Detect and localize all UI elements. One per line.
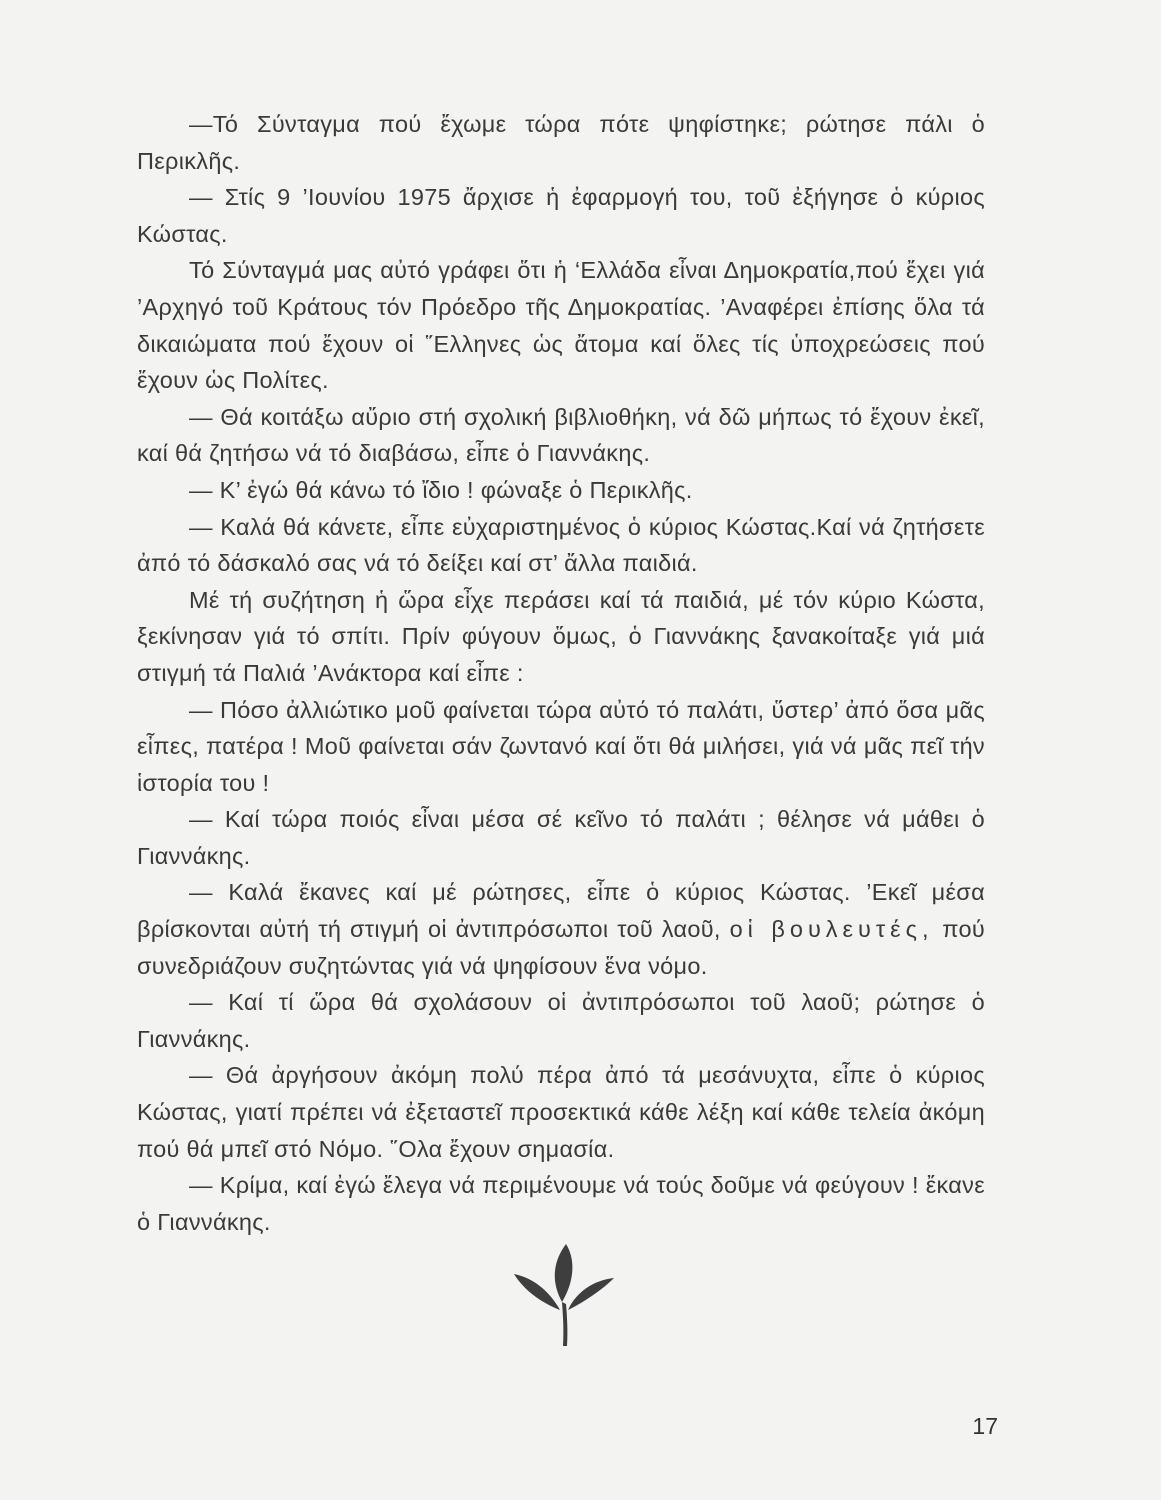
page-body <box>137 106 985 1240</box>
paragraph: Τό Σύνταγμά μας αὐτό γράφει ὅτι ἡ ‘Ελλάδα εἶναι Δημοκρατία,πού ἔχει γιά ’Αρχηγό τοῦ Κράτους τόν Πρόεδρο τῆς Δημοκρατίας. ’Αναφέρει ἐπίσης ὅλα τά δικαιώματα πού ἔχουν οἱ ῞Ελληνες ὡς ἄτομα καί ὅλες τίς ὑποχρεώσεις πού ἔχουν ὡς Πολίτες. <box>137 257 985 394</box>
paragraph: — Καλά θά κάνετε, εἶπε εὐχαριστημένος ὁ κύριος Κώστας.Καί νά ζητήσετε ἀπό τό δάσκαλό σας νά τό δείξει καί στ’ ἄλλα παιδιά. <box>137 513 985 577</box>
paragraph: — Πόσο ἀλλιώτικο μοῦ φαίνεται τώρα αὐτό τό παλάτι, ὕστερ’ ἀπό ὅσα μᾶς εἶπες, πατέρα ! Μοῦ φαίνεται σάν ζωντανό καί ὅτι θά μιλήσει, γιά νά μᾶς πεῖ τήν ἱστορία του ! <box>137 696 985 796</box>
paragraph: — Θά ἀργήσουν ἀκόμη πολύ πέρα ἀπό τά μεσάνυχτα, εἶπε ὁ κύριος Κώστας, γιατί πρέπει νά ἐξεταστεῖ προσεκτικά κάθε λέξη καί κάθε τελεία ἀκόμη πού θά μπεῖ στό Νόμο. ῞Ολα ἔχουν σημασία. <box>137 1062 985 1162</box>
paragraph-lead: — Καλά ἔκανες καί μέ ρώτησες, εἶπε ὁ κύριος Κώστας. ’Εκεῖ μέσα βρίσκονται αὐτή τή στιγμή οἱ ἀντιπρόσωποι τοῦ λαοῦ, <box>137 879 985 943</box>
paragraph: — Κ’ ἐγώ θά κάνω τό ἴδιο ! φώναξε ὁ Περικλῆς. <box>189 476 693 503</box>
spaced-phrase: οἱ βουλευτές, <box>729 916 934 943</box>
paragraph-tail: πού συνεδριάζουν συζητώντας γιά νά ψηφίσουν ἕνα νόμο. <box>137 916 985 979</box>
page-number: 17 <box>972 1413 998 1439</box>
paragraph: — Στίς 9 ’Ιουνίου 1975 ἄρχισε ἡ ἐφαρμογή του, τοῦ ἐξήγησε ὁ κύριος Κώστας. <box>137 184 985 247</box>
paragraph: — Θά κοιτάξω αὔριο στή σχολική βιβλιοθήκη, νά δῶ μήπως τό ἔχουν ἐκεῖ, καί θά ζητήσω νά τό διαβάσω, εἶπε ὁ Γιαννάκης. <box>137 403 985 467</box>
leaf-sprig-icon <box>510 1238 620 1350</box>
paragraph: — Καί τώρα ποιός εἶναι μέσα σέ κεῖνο τό παλάτι ; θέλησε νά μάθει ὁ Γιαννάκης. <box>137 806 985 869</box>
paragraph: —Τό Σύνταγμα πού ἔχωμε τώρα πότε ψηφίστηκε; ρώτησε πάλι ὁ Περικλῆς. <box>137 111 985 174</box>
paragraph: Μέ τή συζήτηση ἡ ὥρα εἶχε περάσει καί τά παιδιά, μέ τόν κύριο Κώστα, ξεκίνησαν γιά τό σπίτι. Πρίν φύγουν ὅμως, ὁ Γιαννάκης ξανακοίταξε γιά μιά στιγμή τά Παλιά ’Ανάκτορα καί εἶπε : <box>137 586 985 686</box>
paragraph: — Κρίμα, καί ἐγώ ἔλεγα νά περιμένουμε νά τούς δοῦμε νά φεύγουν ! ἔκανε ὁ Γιαννάκης. <box>137 1172 985 1235</box>
paragraph: — Καί τί ὥρα θά σχολάσουν οἱ ἀντιπρόσωποι τοῦ λαοῦ; ρώτησε ὁ Γιαννάκης. <box>137 989 985 1052</box>
paragraph-with-spaced-phrase <box>137 874 985 984</box>
